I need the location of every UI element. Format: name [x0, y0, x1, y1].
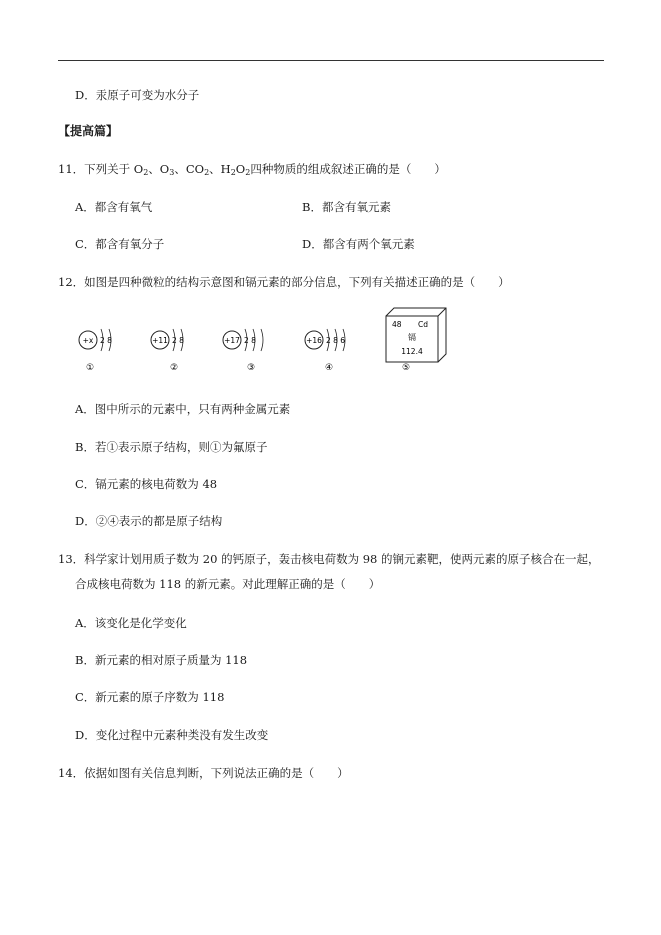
atom-4-nucleus: +16 — [306, 336, 322, 345]
atom-4-label: ④ — [324, 363, 334, 373]
q11-sub4: 2 — [230, 168, 236, 177]
atom-1-shells: 2 8 — [100, 336, 112, 345]
q11-option-c: C．都含有氧分子 — [75, 237, 165, 251]
q11-option-a: A．都含有氧气 — [75, 200, 153, 214]
q12-option-c: C．镉元素的核电荷数为 48 — [75, 477, 218, 491]
question-13-stem-line1: 13．科学家计划用质子数为 20 的钙原子，轰击核电荷数为 98 的锎元素靶，使两元素的原子核合在一起， — [58, 552, 600, 566]
element-name: 镉 — [408, 333, 416, 342]
element-symbol: Cd — [418, 320, 428, 329]
q11-sub2: 3 — [169, 168, 175, 177]
atom-3 — [223, 329, 263, 373]
question-14-stem: 14．依据如图有关信息判断，下列说法正确的是（ ） — [58, 766, 349, 780]
q11-sub1: 2 — [143, 168, 149, 177]
atom-1-nucleus: +x — [82, 336, 94, 345]
element-card-label: ⑤ — [401, 363, 411, 373]
question-11-stem — [58, 162, 446, 180]
cadmium-element-card — [386, 308, 446, 373]
element-number: 48 — [392, 320, 402, 329]
atom-3-label: ③ — [246, 363, 256, 373]
q12-option-a: A．图中所示的元素中，只有两种金属元素 — [75, 402, 291, 416]
q13-option-d: D．变化过程中元素种类没有发生改变 — [75, 728, 269, 742]
atom-1-label: ① — [85, 363, 95, 373]
atom-3-shells: 2 8 — [244, 336, 256, 345]
atom-1 — [79, 329, 112, 373]
q11-option-b: B．都含有氧元素 — [302, 200, 391, 214]
q13-option-c: C．新元素的原子序数为 118 — [75, 690, 225, 704]
q13-option-a: A．该变化是化学变化 — [75, 616, 187, 630]
q11-mid3: 、H — [209, 162, 231, 176]
q12-option-d: D．②④表示的都是原子结构 — [75, 514, 223, 528]
q11-mid1: 、O — [148, 162, 170, 176]
option-d-prev: D．汞原子可变为水分子 — [75, 88, 200, 102]
atom-2-shells: 2 8 — [172, 336, 184, 345]
atom-4-shells: 2 8 6 — [326, 336, 346, 345]
atom-structure-diagram — [68, 302, 448, 374]
atom-3-nucleus: +17 — [224, 336, 240, 345]
q12-option-b: B．若①表示原子结构，则①为氟原子 — [75, 440, 268, 454]
q11-prefix: 11．下列关于 O — [58, 162, 144, 176]
question-12-stem: 12．如图是四种微粒的结构示意图和镉元素的部分信息，下列有关描述正确的是（ ） — [58, 275, 510, 289]
atom-2 — [151, 329, 184, 373]
element-mass: 112.4 — [401, 347, 423, 356]
atom-4 — [305, 329, 345, 373]
q11-sub5: 2 — [245, 168, 251, 177]
header-rule — [58, 60, 604, 61]
section-heading: 【提高篇】 — [58, 124, 119, 138]
q11-mid4: O — [235, 162, 246, 176]
q13-option-b: B．新元素的相对原子质量为 118 — [75, 653, 248, 667]
atom-2-nucleus: +11 — [152, 336, 168, 345]
question-13-stem-line2: 合成核电荷数为 118 的新元素。对此理解正确的是（ ） — [75, 577, 381, 591]
q11-sub3: 2 — [204, 168, 210, 177]
atom-2-label: ② — [169, 363, 179, 373]
q11-suffix: 四种物质的组成叙述正确的是（ ） — [250, 162, 446, 176]
q11-option-d: D．都含有两个氧元素 — [302, 237, 415, 251]
q11-mid2: 、CO — [174, 162, 205, 176]
